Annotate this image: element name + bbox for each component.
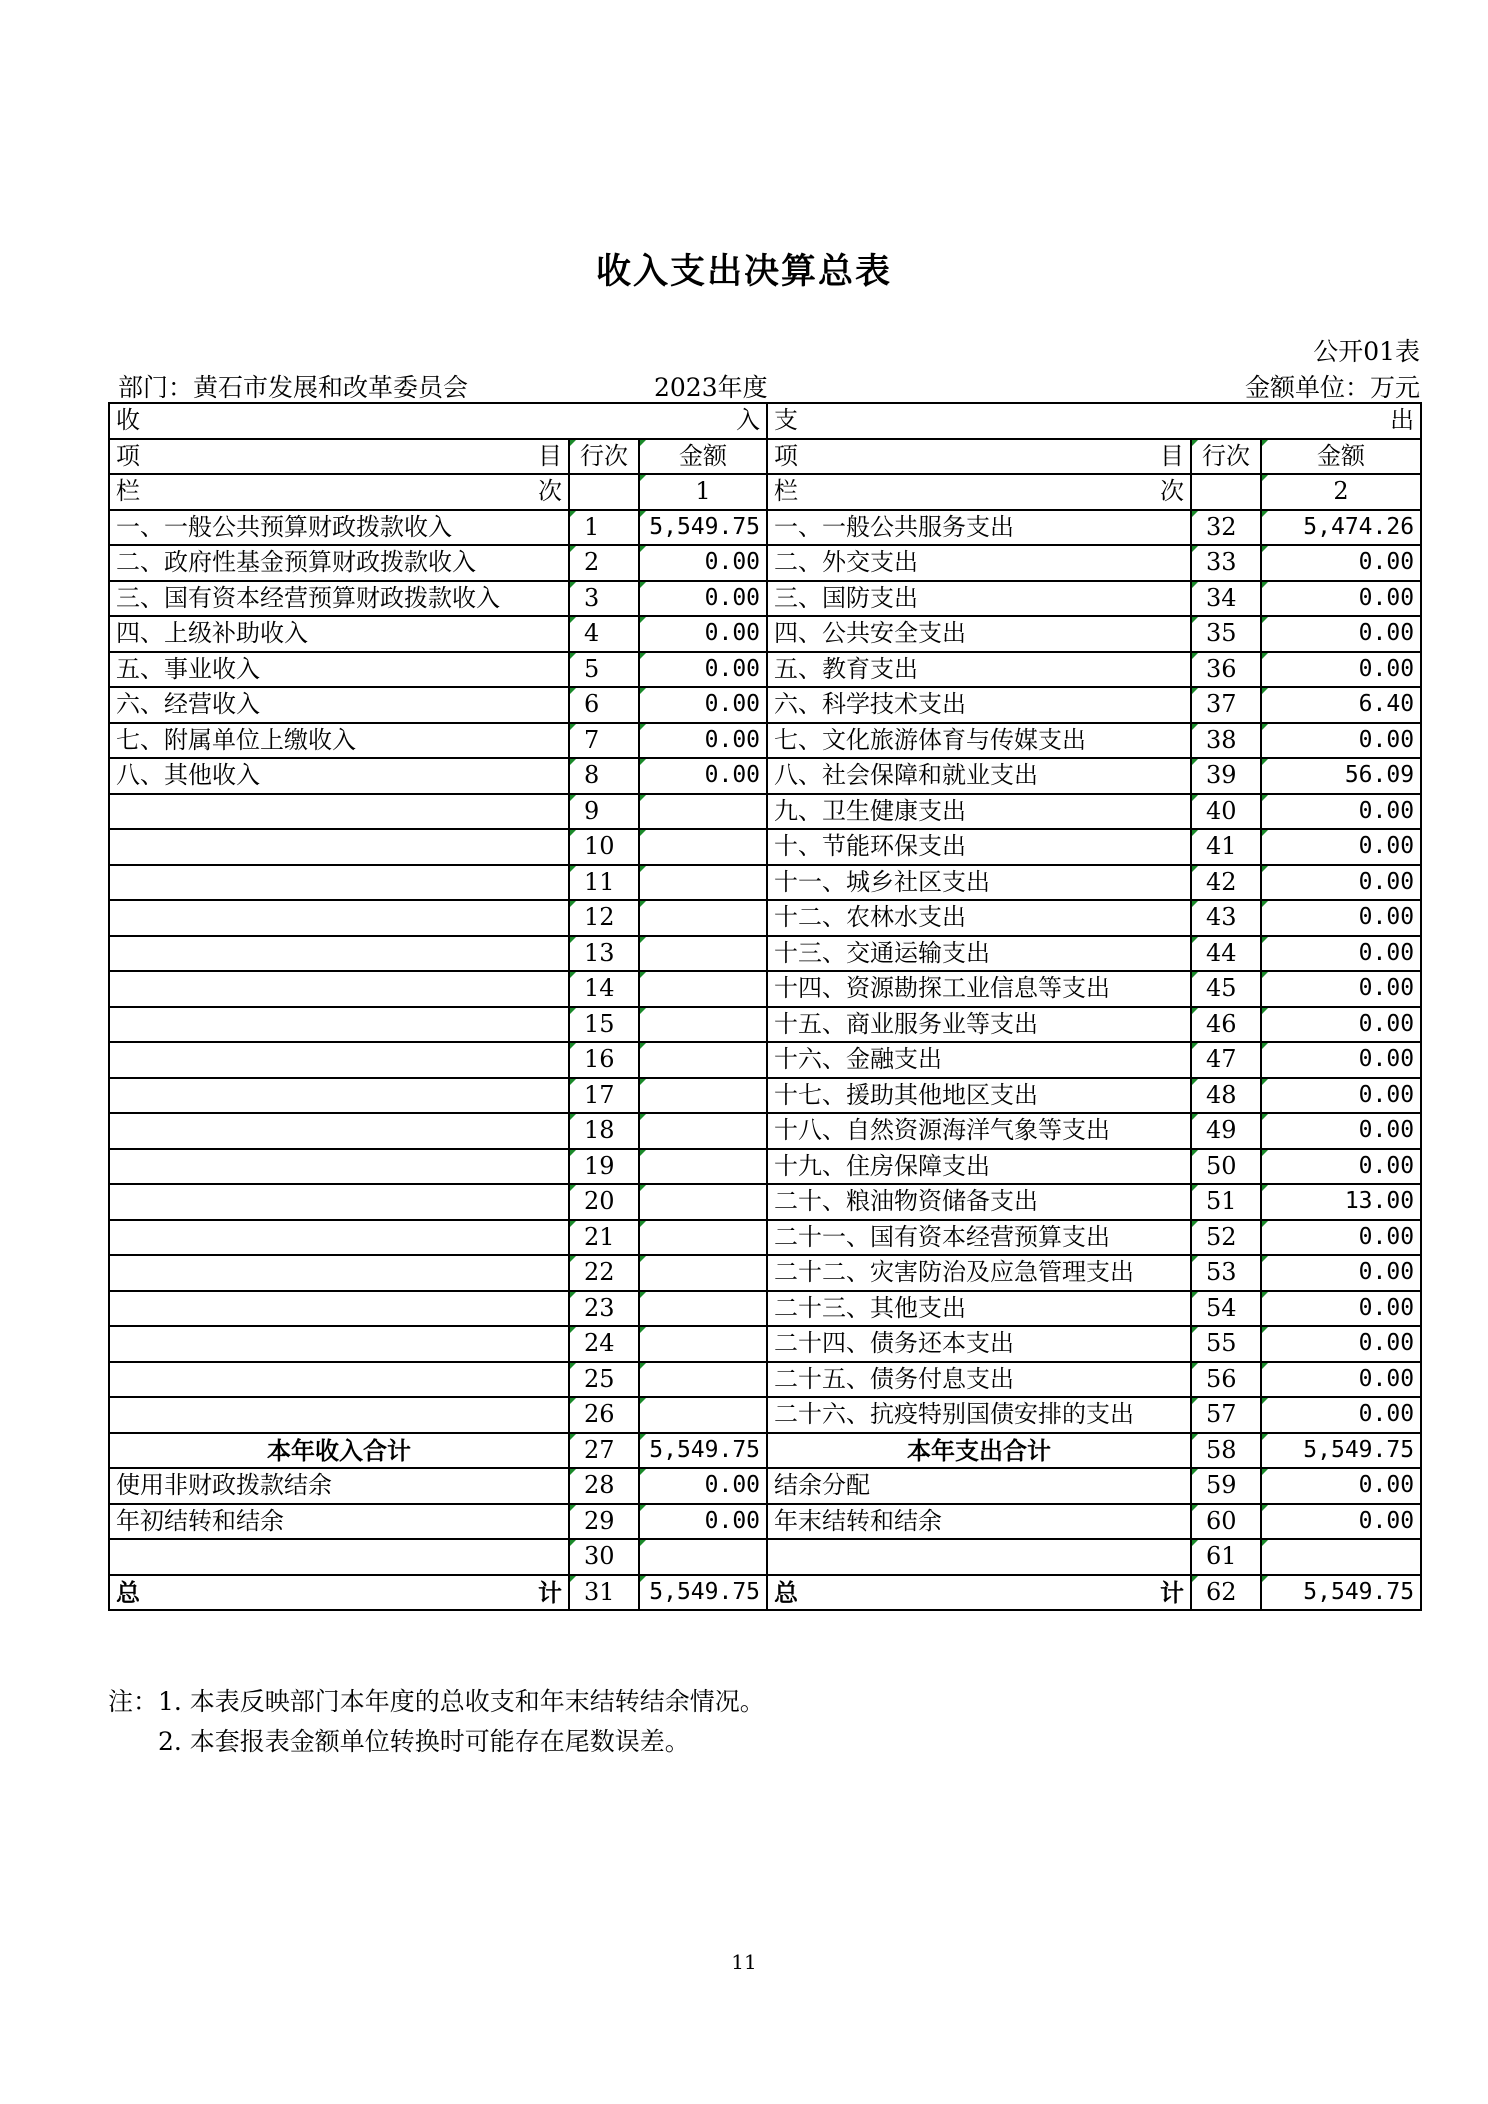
table-row: [109, 936, 1421, 972]
header-row-column-numbers: [109, 474, 1421, 510]
item-header-left: 项: [116, 441, 140, 470]
income-item: 五、事业收入: [109, 652, 569, 688]
income-amount: 0.00: [639, 687, 767, 723]
expense-row-no: 45: [1191, 971, 1261, 1007]
expense-item: 十四、资源勘探工业信息等支出: [767, 971, 1191, 1007]
expense-row-no: 51: [1191, 1184, 1261, 1220]
expense-row-no: 56: [1191, 1362, 1261, 1398]
expense-amount: 0.00: [1261, 1397, 1421, 1433]
expense-subtotal-amount: 5,549.75: [1261, 1433, 1421, 1469]
income-amount: [639, 1078, 767, 1114]
expense-item: 年末结转和结余: [767, 1504, 1191, 1540]
income-item: [109, 1291, 569, 1327]
expense-amount: 6.40: [1261, 687, 1421, 723]
note-2: 2. 本套报表金额单位转换时可能存在尾数误差。: [108, 1727, 690, 1756]
item-header-right: 目: [1160, 441, 1185, 470]
expense-row-no: 44: [1191, 936, 1261, 972]
table-row: [109, 723, 1421, 759]
expense-amount: 56.09: [1261, 758, 1421, 794]
income-total-label-left: 总: [116, 1577, 140, 1607]
income-row-no: 8: [569, 758, 639, 794]
expense-row-no: 60: [1191, 1504, 1261, 1540]
income-item: 八、其他收入: [109, 758, 569, 794]
table-row: [109, 758, 1421, 794]
expense-amount: 0.00: [1261, 1504, 1421, 1540]
income-item: [109, 1539, 569, 1575]
expense-header-right: 出: [1390, 406, 1415, 434]
expense-row-no: 33: [1191, 545, 1261, 581]
expense-row-no: 34: [1191, 581, 1261, 617]
expense-amount: 0.00: [1261, 1362, 1421, 1398]
page-title: 收入支出决算总表: [595, 251, 892, 292]
department-label: 部门：黄石市发展和改革委员会: [118, 373, 469, 402]
income-item: [109, 1255, 569, 1291]
expense-item: 十七、援助其他地区支出: [767, 1078, 1191, 1114]
income-row-no: 17: [569, 1078, 639, 1114]
income-row-no-header: 行次: [569, 439, 639, 475]
income-item: 年初结转和结余: [109, 1504, 569, 1540]
income-row-no: 4: [569, 616, 639, 652]
income-header-right: 入: [736, 406, 761, 434]
expense-amount: 0.00: [1261, 581, 1421, 617]
item-header-left: 项: [774, 441, 799, 470]
subtotal-row: [109, 1433, 1421, 1469]
expense-row-no: 41: [1191, 829, 1261, 865]
table-row: [109, 900, 1421, 936]
expense-item: 十八、自然资源海洋气象等支出: [767, 1113, 1191, 1149]
expense-column-number: 2: [1261, 474, 1421, 510]
expense-row-no: 57: [1191, 1397, 1261, 1433]
income-amount: [639, 1007, 767, 1043]
table-row: [109, 545, 1421, 581]
expense-row-no: 42: [1191, 865, 1261, 901]
expense-item: 八、社会保障和就业支出: [767, 758, 1191, 794]
income-section-header: [109, 403, 767, 439]
income-item: 四、上级补助收入: [109, 616, 569, 652]
expense-item: 十五、商业服务业等支出: [767, 1007, 1191, 1043]
income-item: [109, 1113, 569, 1149]
expense-item: 十九、住房保障支出: [767, 1149, 1191, 1185]
income-amount: [639, 865, 767, 901]
table-row: [109, 1078, 1421, 1114]
expense-row-no: 39: [1191, 758, 1261, 794]
income-row-no: 29: [569, 1504, 639, 1540]
expense-row-no: 49: [1191, 1113, 1261, 1149]
income-item: [109, 829, 569, 865]
income-row-no: 18: [569, 1113, 639, 1149]
income-total-amount: 5,549.75: [639, 1575, 767, 1611]
income-amount: [639, 829, 767, 865]
header-row-columns: [109, 439, 1421, 475]
expense-amount: 5,474.26: [1261, 510, 1421, 546]
expense-item: 二、外交支出: [767, 545, 1191, 581]
income-amount: [639, 1220, 767, 1256]
column-label-left: 栏: [774, 477, 799, 505]
expense-amount: 0.00: [1261, 865, 1421, 901]
table-row: [109, 1468, 1421, 1504]
table-row: [109, 794, 1421, 830]
income-item: 七、附属单位上缴收入: [109, 723, 569, 759]
income-row-no: 21: [569, 1220, 639, 1256]
income-amount: [639, 1149, 767, 1185]
expense-amount: 0.00: [1261, 616, 1421, 652]
income-item: 一、一般公共预算财政拨款收入: [109, 510, 569, 546]
table-row: [109, 829, 1421, 865]
income-amount: [639, 1326, 767, 1362]
expense-amount: 0.00: [1261, 652, 1421, 688]
income-amount: 5,549.75: [639, 510, 767, 546]
income-amount: 0.00: [639, 758, 767, 794]
item-header-right: 目: [538, 441, 562, 470]
expense-item: 二十五、债务付息支出: [767, 1362, 1191, 1398]
income-amount: 0.00: [639, 1504, 767, 1540]
expense-row-no: 55: [1191, 1326, 1261, 1362]
table-row: [109, 1504, 1421, 1540]
expense-item: 一、一般公共服务支出: [767, 510, 1191, 546]
expense-item: 二十二、灾害防治及应急管理支出: [767, 1255, 1191, 1291]
expense-row-no: 35: [1191, 616, 1261, 652]
income-item-header: [109, 439, 569, 475]
form-number: 公开01表: [1313, 337, 1420, 366]
table-row: [109, 1184, 1421, 1220]
income-item: [109, 1326, 569, 1362]
income-item: [109, 1220, 569, 1256]
table-row: [109, 687, 1421, 723]
expense-row-no: 40: [1191, 794, 1261, 830]
income-row-no-blank: [569, 474, 639, 510]
income-row-no: 6: [569, 687, 639, 723]
income-amount: [639, 1539, 767, 1575]
expense-amount: 0.00: [1261, 829, 1421, 865]
income-row-no: 10: [569, 829, 639, 865]
income-header-left: 收: [116, 406, 140, 434]
income-item: [109, 1362, 569, 1398]
expense-item: [767, 1539, 1191, 1575]
expense-amount: 0.00: [1261, 1113, 1421, 1149]
income-item: [109, 1397, 569, 1433]
income-amount: [639, 794, 767, 830]
expense-item: 二十三、其他支出: [767, 1291, 1191, 1327]
income-row-no: 9: [569, 794, 639, 830]
expense-item: 十二、农林水支出: [767, 900, 1191, 936]
expense-row-no: 52: [1191, 1220, 1261, 1256]
income-row-no: 11: [569, 865, 639, 901]
income-row-no: 22: [569, 1255, 639, 1291]
expense-header-left: 支: [774, 406, 799, 434]
expense-amount: 0.00: [1261, 545, 1421, 581]
income-row-no: 25: [569, 1362, 639, 1398]
income-amount: [639, 1362, 767, 1398]
income-item: [109, 900, 569, 936]
expense-total-label-left: 总: [774, 1577, 799, 1607]
income-item: [109, 794, 569, 830]
expense-amount: 0.00: [1261, 936, 1421, 972]
expense-item: 五、教育支出: [767, 652, 1191, 688]
income-row-no: 28: [569, 1468, 639, 1504]
table-row: [109, 510, 1421, 546]
income-row-no: 26: [569, 1397, 639, 1433]
income-item: 三、国有资本经营预算财政拨款收入: [109, 581, 569, 617]
expense-row-no: 32: [1191, 510, 1261, 546]
income-column-label: [109, 474, 569, 510]
expense-item: 二十、粮油物资储备支出: [767, 1184, 1191, 1220]
table-row: [109, 971, 1421, 1007]
income-row-no: 20: [569, 1184, 639, 1220]
income-amount: 0.00: [639, 652, 767, 688]
expense-row-no-header: 行次: [1191, 439, 1261, 475]
income-row-no: 23: [569, 1291, 639, 1327]
amount-unit: 金额单位：万元: [1244, 373, 1420, 402]
total-row: [109, 1575, 1421, 1611]
expense-item: 六、科学技术支出: [767, 687, 1191, 723]
table-row: [109, 1042, 1421, 1078]
income-subtotal-label: 本年收入合计: [109, 1433, 569, 1469]
table-row: [109, 1220, 1421, 1256]
income-amount: 0.00: [639, 616, 767, 652]
income-amount: 0.00: [639, 545, 767, 581]
income-total-label-right: 计: [538, 1577, 562, 1607]
income-amount: 0.00: [639, 581, 767, 617]
expense-amount-header: 金额: [1261, 439, 1421, 475]
income-item: [109, 1042, 569, 1078]
expense-row-no: 48: [1191, 1078, 1261, 1114]
expense-amount: 0.00: [1261, 1326, 1421, 1362]
expense-section-header: [767, 403, 1421, 439]
expense-amount: [1261, 1539, 1421, 1575]
table-row: [109, 1113, 1421, 1149]
final-accounts-table: [108, 402, 1422, 1611]
income-row-no: 15: [569, 1007, 639, 1043]
expense-row-no: 47: [1191, 1042, 1261, 1078]
income-item: 使用非财政拨款结余: [109, 1468, 569, 1504]
expense-row-no: 54: [1191, 1291, 1261, 1327]
income-row-no: 24: [569, 1326, 639, 1362]
expense-item: 二十六、抗疫特别国债安排的支出: [767, 1397, 1191, 1433]
expense-item-header: [767, 439, 1191, 475]
income-row-no: 14: [569, 971, 639, 1007]
notes: [108, 1682, 765, 1762]
column-label-left: 栏: [116, 477, 140, 505]
expense-item: 十一、城乡社区支出: [767, 865, 1191, 901]
expense-item: 十六、金融支出: [767, 1042, 1191, 1078]
table-row: [109, 1362, 1421, 1398]
expense-item: 七、文化旅游体育与传媒支出: [767, 723, 1191, 759]
expense-amount: 0.00: [1261, 723, 1421, 759]
fiscal-year: 2023年度: [654, 373, 768, 402]
expense-amount: 0.00: [1261, 1468, 1421, 1504]
income-amount: [639, 900, 767, 936]
expense-item: 三、国防支出: [767, 581, 1191, 617]
table-row: [109, 1397, 1421, 1433]
expense-total-label: [767, 1575, 1191, 1611]
expense-amount: 0.00: [1261, 900, 1421, 936]
income-amount: [639, 1255, 767, 1291]
expense-item: 二十四、债务还本支出: [767, 1326, 1191, 1362]
header-row-section: [109, 403, 1421, 439]
income-subtotal-amount: 5,549.75: [639, 1433, 767, 1469]
expense-amount: 0.00: [1261, 1078, 1421, 1114]
expense-item: 二十一、国有资本经营预算支出: [767, 1220, 1191, 1256]
expense-amount: 13.00: [1261, 1184, 1421, 1220]
expense-row-no: 43: [1191, 900, 1261, 936]
income-item: [109, 1007, 569, 1043]
table-row: [109, 1255, 1421, 1291]
table-row: [109, 1291, 1421, 1327]
expense-amount: 0.00: [1261, 1042, 1421, 1078]
income-item: [109, 971, 569, 1007]
table-row: [109, 652, 1421, 688]
income-item: [109, 1149, 569, 1185]
income-row-no: 30: [569, 1539, 639, 1575]
expense-column-label: [767, 474, 1191, 510]
income-row-no: 16: [569, 1042, 639, 1078]
expense-amount: 0.00: [1261, 1149, 1421, 1185]
income-amount: [639, 1113, 767, 1149]
income-column-number: 1: [639, 474, 767, 510]
income-amount: [639, 1184, 767, 1220]
expense-row-no: 50: [1191, 1149, 1261, 1185]
expense-row-no: 53: [1191, 1255, 1261, 1291]
table-row: [109, 616, 1421, 652]
expense-item: 十、节能环保支出: [767, 829, 1191, 865]
column-label-right: 次: [538, 477, 562, 505]
income-item: [109, 865, 569, 901]
income-row-no: 13: [569, 936, 639, 972]
income-row-no: 2: [569, 545, 639, 581]
table-row: [109, 581, 1421, 617]
income-amount: [639, 1291, 767, 1327]
expense-amount: 0.00: [1261, 971, 1421, 1007]
table-row: [109, 1007, 1421, 1043]
expense-row-no: 61: [1191, 1539, 1261, 1575]
income-amount: 0.00: [639, 1468, 767, 1504]
income-row-no: 19: [569, 1149, 639, 1185]
expense-total-amount: 5,549.75: [1261, 1575, 1421, 1611]
table-row: [109, 865, 1421, 901]
income-item: [109, 1078, 569, 1114]
expense-total-row-no: 62: [1191, 1575, 1261, 1611]
table-row: [109, 1539, 1421, 1575]
expense-row-no: 37: [1191, 687, 1261, 723]
income-amount: [639, 1042, 767, 1078]
expense-amount: 0.00: [1261, 1291, 1421, 1327]
expense-row-no: 36: [1191, 652, 1261, 688]
table-row: [109, 1326, 1421, 1362]
income-amount-header: 金额: [639, 439, 767, 475]
income-row-no: 12: [569, 900, 639, 936]
table-row: [109, 1149, 1421, 1185]
expense-item: 九、卫生健康支出: [767, 794, 1191, 830]
expense-subtotal-row-no: 58: [1191, 1433, 1261, 1469]
income-row-no: 7: [569, 723, 639, 759]
income-item: 二、政府性基金预算财政拨款收入: [109, 545, 569, 581]
column-label-right: 次: [1160, 477, 1185, 505]
income-row-no: 1: [569, 510, 639, 546]
income-row-no: 5: [569, 652, 639, 688]
expense-row-no-blank: [1191, 474, 1261, 510]
expense-subtotal-label: 本年支出合计: [767, 1433, 1191, 1469]
income-amount: [639, 936, 767, 972]
expense-amount: 0.00: [1261, 1255, 1421, 1291]
income-amount: [639, 1397, 767, 1433]
expense-item: 四、公共安全支出: [767, 616, 1191, 652]
page-number: 11: [731, 1950, 757, 1974]
income-row-no: 3: [569, 581, 639, 617]
income-amount: 0.00: [639, 723, 767, 759]
expense-total-label-right: 计: [1160, 1577, 1185, 1607]
income-subtotal-row-no: 27: [569, 1433, 639, 1469]
income-total-label: [109, 1575, 569, 1611]
expense-amount: 0.00: [1261, 794, 1421, 830]
expense-amount: 0.00: [1261, 1007, 1421, 1043]
note-1: 注：1. 本表反映部门本年度的总收支和年末结转结余情况。: [108, 1687, 765, 1716]
expense-amount: 0.00: [1261, 1220, 1421, 1256]
income-total-row-no: 31: [569, 1575, 639, 1611]
expense-item: 结余分配: [767, 1468, 1191, 1504]
expense-row-no: 59: [1191, 1468, 1261, 1504]
income-amount: [639, 971, 767, 1007]
expense-row-no: 46: [1191, 1007, 1261, 1043]
income-item: 六、经营收入: [109, 687, 569, 723]
income-item: [109, 936, 569, 972]
expense-row-no: 38: [1191, 723, 1261, 759]
expense-item: 十三、交通运输支出: [767, 936, 1191, 972]
income-item: [109, 1184, 569, 1220]
